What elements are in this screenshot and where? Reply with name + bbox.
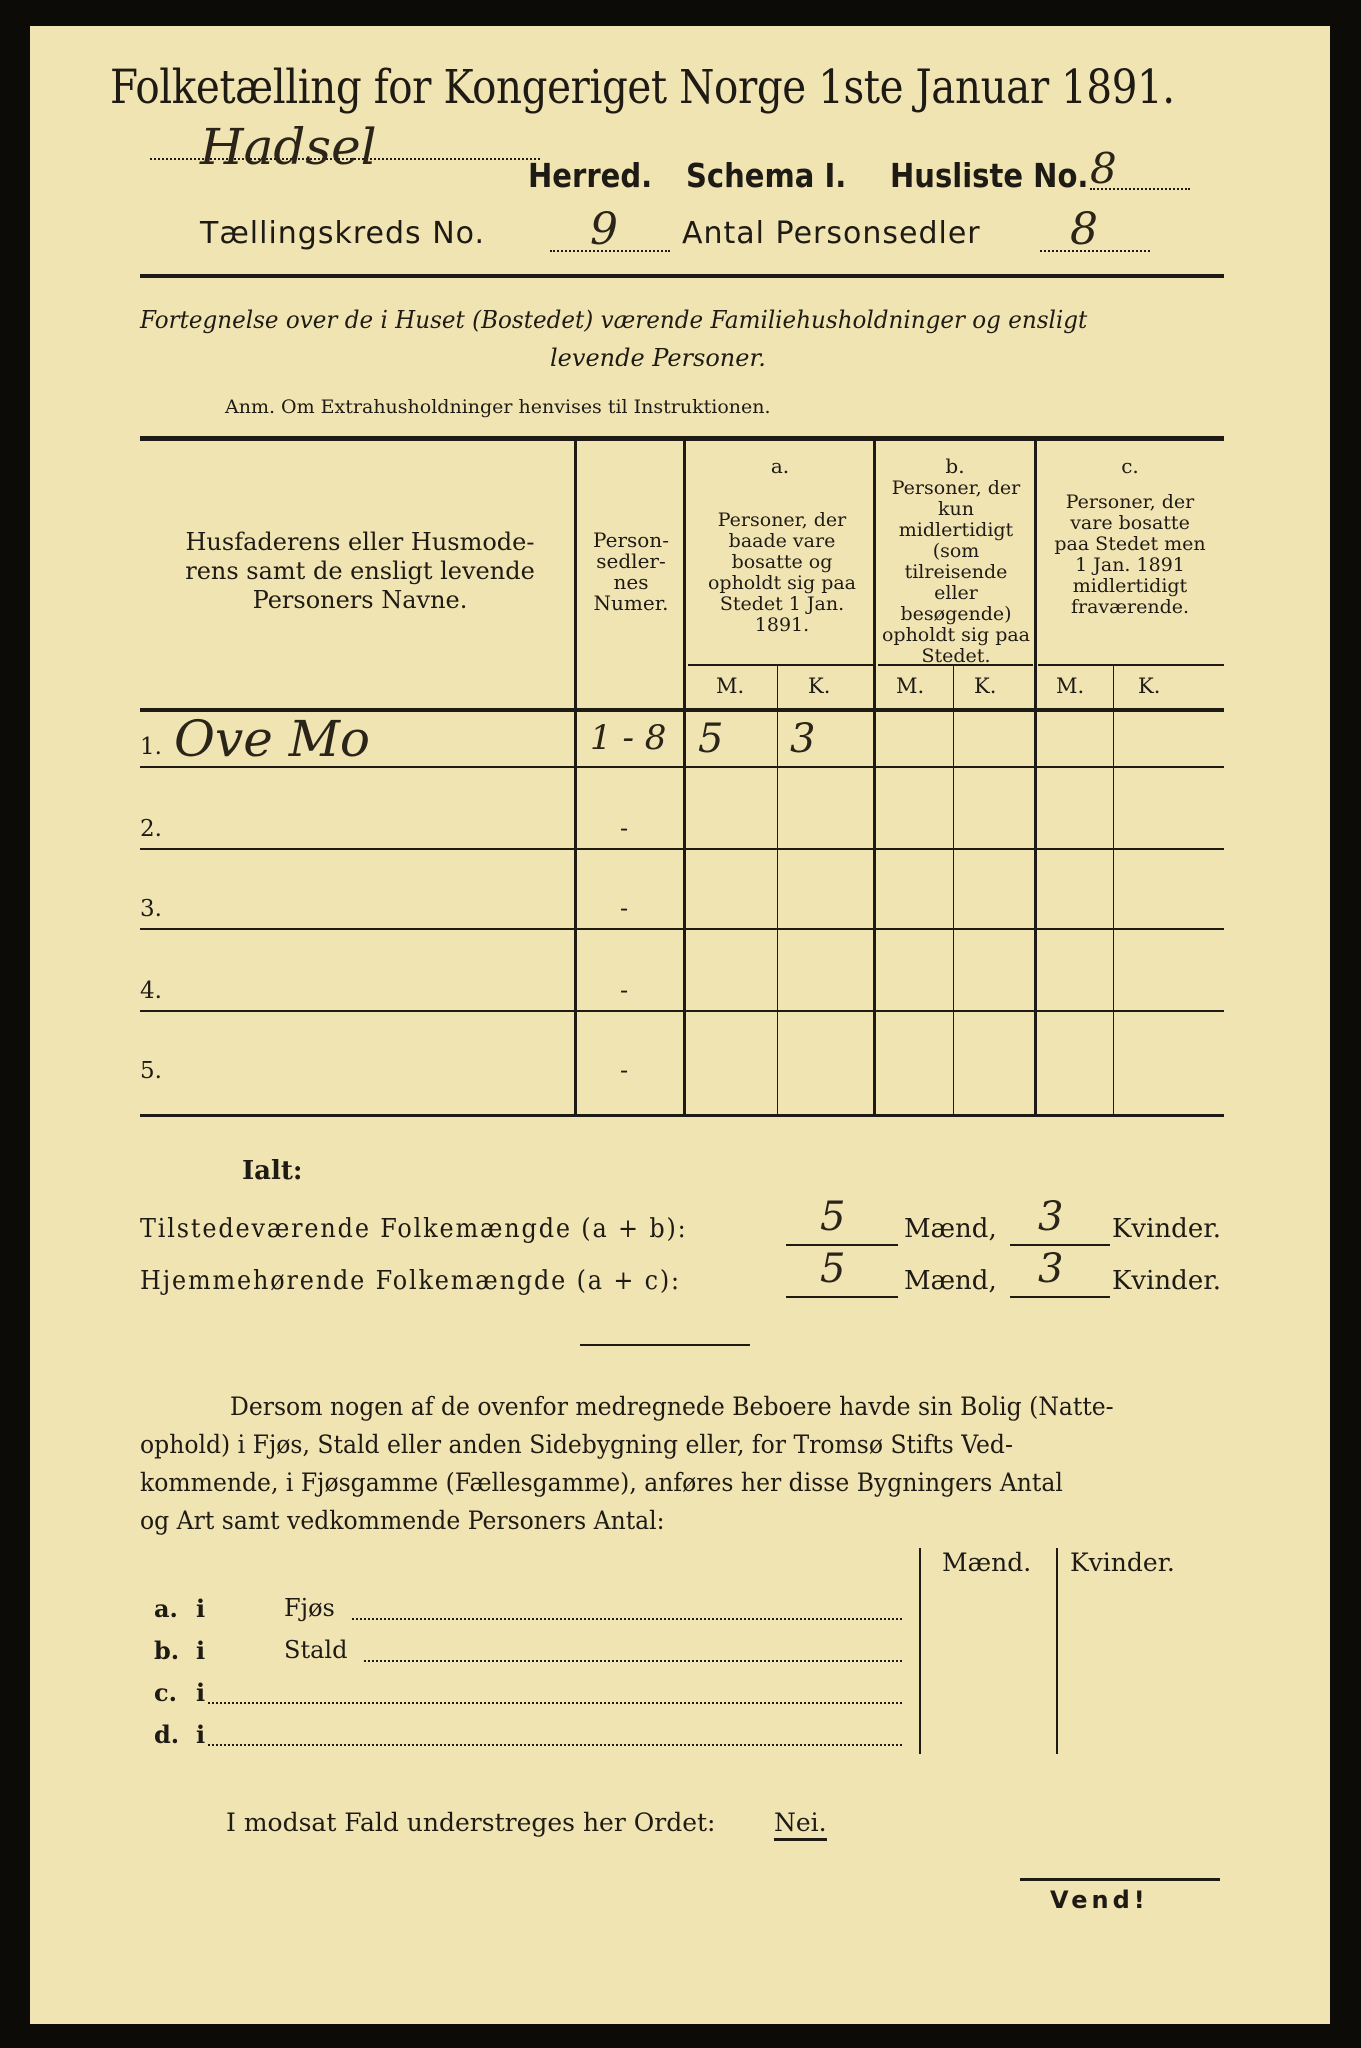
form-title: Folketælling for Kongeriget Norge 1ste Januar 1891. <box>110 60 1175 115</box>
bld-label: Stald <box>284 1636 348 1664</box>
row-num: - <box>620 1056 629 1084</box>
row-number: 3. <box>140 896 162 922</box>
bld-i: i <box>196 1720 206 1749</box>
bld-letter: b. <box>154 1636 180 1665</box>
kreds-value: 9 <box>590 204 618 255</box>
bld-i: i <box>196 1594 206 1623</box>
bm-m: M. <box>896 674 925 698</box>
para-line1: Dersom nogen af de ovenfor medregnede Beboere havde sin Bolig (Natte- <box>230 1392 1114 1421</box>
kreds-label: Tællingskreds No. <box>200 216 485 251</box>
bld-divider <box>919 1548 921 1754</box>
am-m: M. <box>716 674 745 698</box>
row-number: 4. <box>140 978 162 1004</box>
col-divider <box>1034 440 1037 1114</box>
herred-value: Hadsel <box>200 118 377 176</box>
modsat-text: I modsat Fald understreges her Ordet: <box>226 1808 716 1837</box>
row-line <box>140 928 1224 930</box>
col-c-header: Personer, der vare bosatte paa Stedet men 1 Jan. 1891 midlertidigt fraværende. <box>1054 491 1206 618</box>
census-form <box>30 26 1330 2024</box>
cm-k: K. <box>1138 674 1161 698</box>
row-a-k: 3 <box>790 716 816 762</box>
para-line2: ophold) i Fjøs, Stald eller anden Sidebygning eller, for Tromsø Stifts Ved- <box>140 1430 1013 1459</box>
row-num: - <box>620 976 629 1004</box>
bld-maend-header: Mænd. <box>942 1548 1032 1577</box>
intro-line2: levende Personer. <box>550 344 766 372</box>
am-k: K. <box>808 674 831 698</box>
bld-letter: c. <box>154 1678 177 1707</box>
col-divider <box>873 440 876 1114</box>
total2-k-line <box>1010 1296 1110 1298</box>
total2-m-line <box>786 1296 898 1298</box>
nei-word: Nei. <box>774 1808 827 1841</box>
vend-rule <box>1020 1878 1220 1881</box>
herred-label: Herred. <box>528 156 653 195</box>
total2-k: 3 <box>1038 1246 1064 1292</box>
row-num: - <box>620 814 629 842</box>
ialt-label: Ialt: <box>242 1156 303 1186</box>
bld-kvinder-header: Kvinder. <box>1070 1548 1175 1577</box>
col-divider <box>683 440 686 1114</box>
row-num: 1 - 8 <box>590 718 667 758</box>
bld-letter: a. <box>154 1594 178 1623</box>
total1-k: 3 <box>1038 1194 1064 1240</box>
total1-maend: Mænd, <box>904 1214 997 1244</box>
short-divider <box>580 1344 750 1346</box>
row-line <box>140 848 1224 850</box>
row-number: 2. <box>140 816 162 842</box>
col-a-header: Personer, der baade vare bosatte og opholdt sig paa Stedet 1 Jan. 1891. <box>707 509 857 636</box>
mk-rule <box>688 664 873 666</box>
row-a-m: 5 <box>698 716 724 762</box>
bld-dotline <box>208 1702 902 1704</box>
total2-label: Hjemmehørende Folkemængde (a + c): <box>140 1266 681 1296</box>
total1-kvinder: Kvinder. <box>1112 1214 1222 1244</box>
anm-note: Anm. Om Extrahusholdninger henvises til Instruktionen. <box>225 396 771 418</box>
mk-rule <box>1038 664 1224 666</box>
bm-k: K. <box>974 674 997 698</box>
vend-label: Vend! <box>1050 1886 1149 1914</box>
intro-line1: Fortegnelse over de i Huset (Bostedet) værende Familiehusholdninger og ensligt <box>140 306 1088 334</box>
schema-label: Schema I. <box>686 156 847 195</box>
husliste-value: 8 <box>1090 144 1117 193</box>
row-num: - <box>620 894 629 922</box>
rule <box>140 274 870 278</box>
mk-divider <box>953 666 954 1114</box>
table-bottom-rule <box>140 1114 1224 1117</box>
row-name: Ove Mo <box>174 710 371 768</box>
antal-value: 8 <box>1070 204 1098 255</box>
husliste-label: Husliste No. <box>890 156 1089 195</box>
bld-label: Fjøs <box>284 1594 335 1622</box>
bld-i: i <box>196 1636 206 1665</box>
mk-divider <box>1113 666 1114 1114</box>
total2-m: 5 <box>820 1246 846 1292</box>
rule <box>844 274 1224 278</box>
total2-kvinder: Kvinder. <box>1112 1266 1222 1296</box>
antal-label: Antal Personsedler <box>682 216 981 251</box>
col-divider <box>574 440 577 1114</box>
row-number: 1. <box>140 734 162 760</box>
row-number: 5. <box>140 1058 162 1084</box>
col-a-letter: a. <box>770 454 790 478</box>
col-b-header: Personer, der kun midlertidigt (som tilreisende eller besøgende) opholdt sig paa Stedet. <box>881 477 1031 667</box>
row-line <box>140 1010 1224 1012</box>
col-b-letter: b. <box>945 454 965 478</box>
bld-dotline <box>208 1744 902 1746</box>
para-line4: og Art samt vedkommende Personers Antal: <box>140 1506 665 1535</box>
total2-maend: Mænd, <box>904 1266 997 1296</box>
mk-divider <box>777 666 778 1114</box>
col-num-header: Person-sedler-nes Numer. <box>593 528 669 615</box>
bld-letter: d. <box>154 1720 180 1749</box>
col-c-letter: c. <box>1121 454 1139 478</box>
bld-divider <box>1056 1548 1058 1754</box>
total1-label: Tilstedeværende Folkemængde (a + b): <box>140 1214 688 1244</box>
total1-m: 5 <box>820 1194 846 1240</box>
bld-dotline <box>352 1618 902 1620</box>
bld-dotline <box>364 1660 902 1662</box>
bld-i: i <box>196 1678 206 1707</box>
col-name-header: Husfaderens eller Husmode- rens samt de ensligt levende Personers Navne. <box>185 528 535 614</box>
table-top-rule <box>140 436 1224 441</box>
para-line3: kommende, i Fjøsgamme (Fællesgamme), anføres her disse Bygningers Antal <box>140 1468 1063 1497</box>
cm-m: M. <box>1056 674 1085 698</box>
